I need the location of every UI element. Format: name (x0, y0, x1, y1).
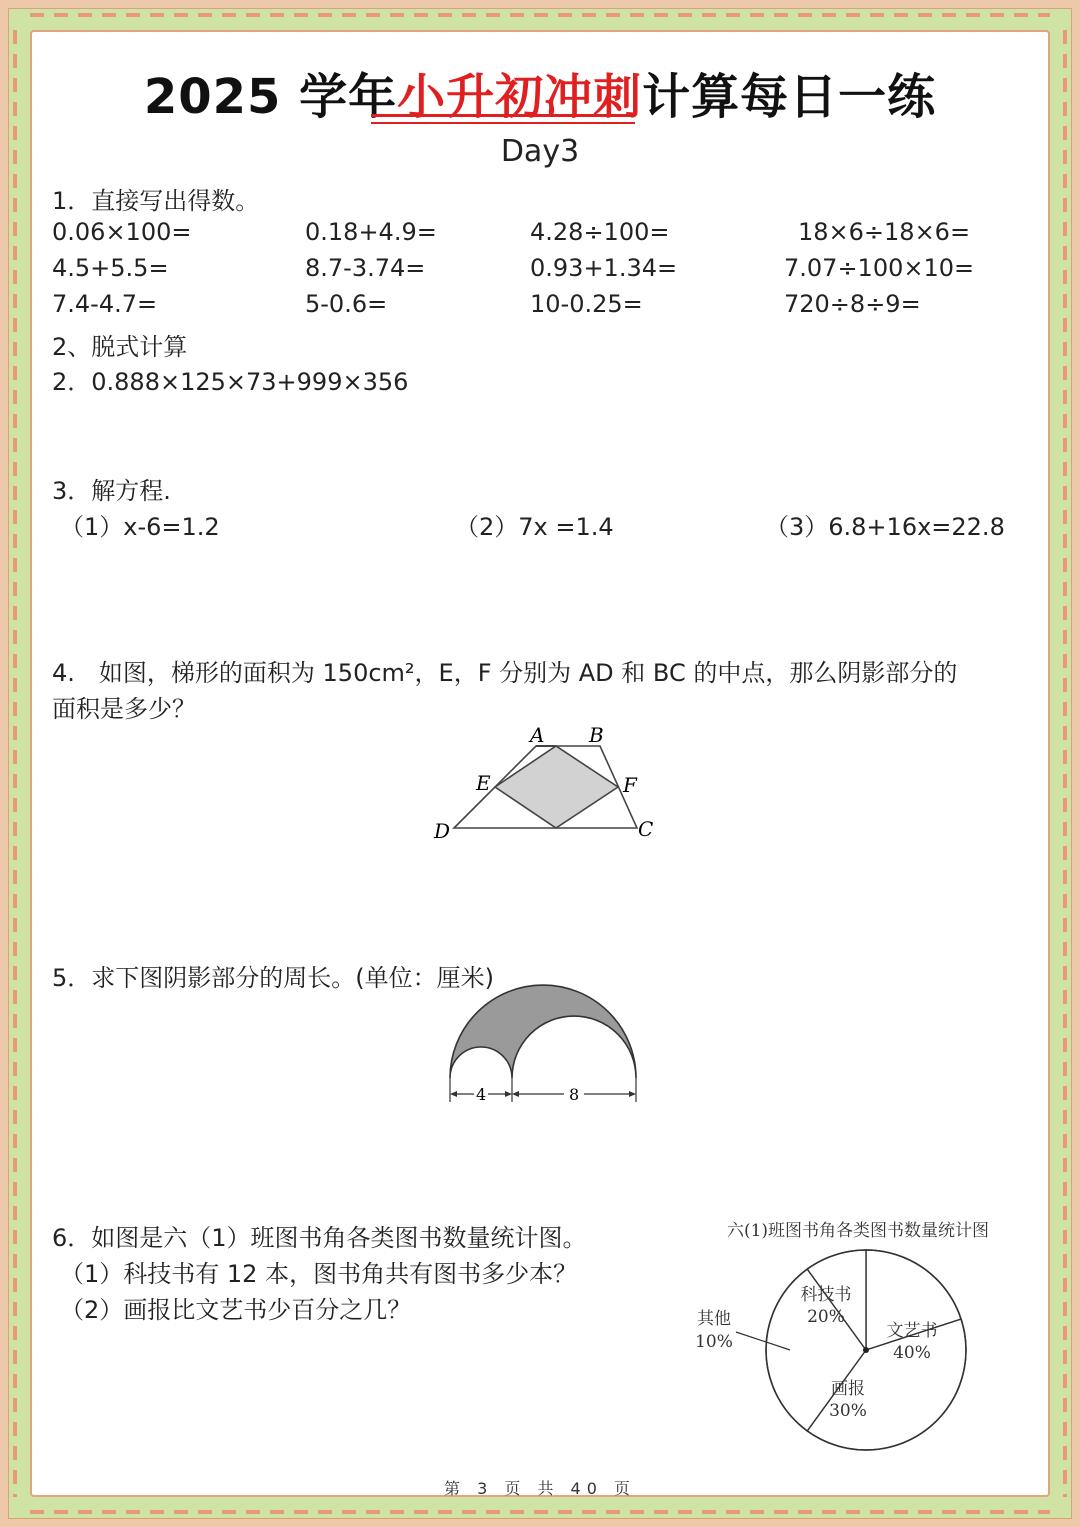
arrow-head (629, 1091, 636, 1097)
slice-label-other: 其他 (697, 1309, 731, 1329)
q6-sub2: （2）画报比文艺书少百分之几？ (60, 1296, 412, 1324)
semicircle-figure (440, 980, 650, 1110)
q3-equation: （2）7x =1.4 (455, 513, 614, 541)
q1-item: 720÷8÷9= (784, 290, 921, 318)
pie-center (863, 1347, 869, 1353)
shaded-crescent (450, 985, 636, 1078)
q2-problem: 2．0.888×125×73+999×356 (52, 368, 409, 396)
arrow-head (512, 1091, 519, 1097)
q1-item: 18×6÷18×6= (798, 218, 971, 246)
dim-label-small: 4 (476, 1085, 487, 1104)
label-c: C (638, 817, 654, 841)
arrow-head (505, 1091, 512, 1097)
q1-item: 0.18+4.9= (305, 218, 437, 246)
q3-equation: （1）x-6=1.2 (60, 513, 220, 541)
chart-title: 六(1)班图书角各类图书数量统计图 (726, 1221, 990, 1241)
q1-item: 7.4-4.7= (52, 290, 158, 318)
pie-chart (680, 1210, 1020, 1460)
slice-value-tech: 20% (807, 1307, 845, 1327)
q2-heading: 2、脱式计算 (52, 333, 188, 361)
label-f: F (623, 773, 637, 797)
q1-item: 0.06×100= (52, 218, 192, 246)
slice-label-literature: 文艺书 (886, 1321, 938, 1341)
q1-item: 4.28÷100= (530, 218, 670, 246)
q1-item: 4.5+5.5= (52, 254, 169, 282)
slice-label-pictorial: 画报 (831, 1379, 865, 1399)
title-prefix: 2025 学年 (143, 69, 398, 125)
page-subtitle: Day3 (500, 134, 580, 169)
label-e: E (476, 771, 491, 795)
q1-item: 0.93+1.34= (530, 254, 678, 282)
slice-label-tech: 科技书 (800, 1285, 852, 1305)
q3-heading: 3．解方程. (52, 477, 171, 505)
slice-value-other: 10% (695, 1332, 733, 1352)
border-dash-left (13, 30, 17, 1497)
border-dash-right (1063, 30, 1067, 1497)
title-suffix: 计算每日一练 (642, 69, 937, 125)
page-footer: 第 3 页 共 40 页 (444, 1479, 636, 1498)
label-a: A (530, 723, 545, 747)
q1-item: 7.07÷100×10= (784, 254, 975, 282)
trapezoid-figure (420, 720, 670, 850)
border-dash-bottom (30, 1510, 1050, 1514)
q1-item: 5-0.6= (305, 290, 388, 318)
q4-text-line2: 面积是多少？ (52, 695, 196, 723)
dim-label-large: 8 (569, 1085, 580, 1104)
q6-heading: 6．如图是六（1）班图书角各类图书数量统计图。 (52, 1224, 587, 1252)
border-dash-top (30, 13, 1050, 17)
q1-heading: 1．直接写出得数。 (52, 187, 260, 215)
q1-item: 8.7-3.74= (305, 254, 426, 282)
label-d: D (434, 819, 451, 843)
slice-value-pictorial: 30% (829, 1401, 867, 1421)
q1-item: 10-0.25= (530, 290, 643, 318)
q6-sub1: （1）科技书有 12 本，图书角共有图书多少本？ (60, 1260, 578, 1288)
arrow-head (450, 1091, 457, 1097)
title-underline (371, 114, 635, 124)
label-b: B (589, 723, 604, 747)
q4-text-line1: 4. 如图，梯形的面积为 150cm²，E，F 分别为 AD 和 BC 的中点，那么阴影部分的 (52, 659, 958, 687)
shaded-quadrilateral (495, 746, 618, 828)
slice-value-literature: 40% (893, 1343, 931, 1363)
q3-equation: （3）6.8+16x=22.8 (765, 513, 1005, 541)
q5-text: 5．求下图阴影部分的周长。(单位：厘米) (52, 964, 494, 992)
title-highlight: 小升初冲刺 (397, 69, 643, 125)
